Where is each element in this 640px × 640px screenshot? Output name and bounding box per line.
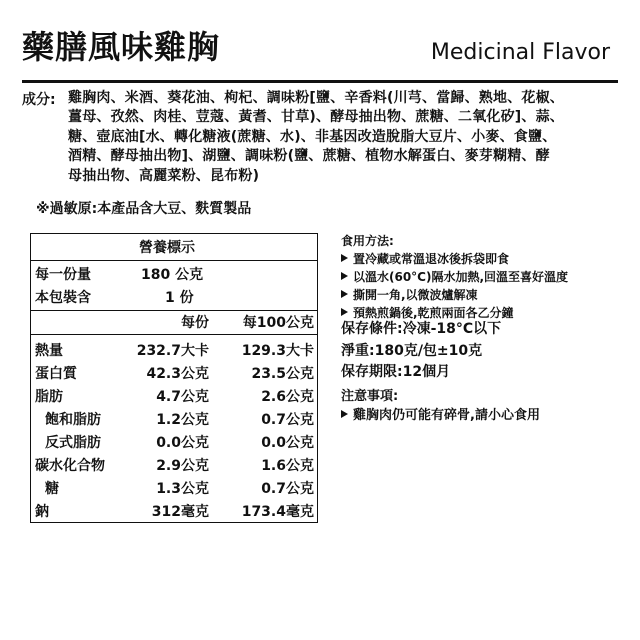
nutrient-per-serving: 1.3公克 xyxy=(156,481,209,497)
ingredients-line: 母抽出物、高麗菜粉、昆布粉) xyxy=(68,167,260,184)
ingredients-line: 糖、壺底油[水、轉化糖液(蔗糖、水)、非基因改造脫脂大豆片、小麥、食鹽、 xyxy=(68,128,557,145)
usage-instructions xyxy=(341,232,631,322)
nutrient-row xyxy=(31,501,317,523)
nutrient-row xyxy=(31,478,317,500)
servings-per-pack-row xyxy=(31,287,317,309)
usage-step: 以溫水(60°C)隔水加熱,回溫至喜好溫度 xyxy=(341,268,631,286)
nutrient-per-100g: 0.7公克 xyxy=(261,412,314,428)
storage-condition: 保存條件:冷凍-18°C以下 xyxy=(341,321,502,337)
triangle-bullet-icon xyxy=(341,410,348,418)
ingredients-line: 酒精、酵母抽出物]、湖鹽、調味粉(鹽、蔗糖、植物水解蛋白、麥芽糊精、酵 xyxy=(68,148,550,165)
nutrient-per-100g: 0.7公克 xyxy=(261,481,314,497)
triangle-bullet-icon xyxy=(341,308,348,316)
usage-step: 置冷藏或常溫退冰後拆袋即食 xyxy=(341,250,631,268)
nutrient-name: 碳水化合物 xyxy=(35,458,105,474)
ingredients-text xyxy=(68,89,630,186)
usage-heading: 食用方法: xyxy=(341,234,394,248)
triangle-bullet-icon xyxy=(341,272,348,280)
nutrient-per-serving: 42.3公克 xyxy=(146,366,209,382)
nutrient-row xyxy=(31,386,317,408)
column-header-row xyxy=(31,312,317,334)
nutrient-name: 反式脂肪 xyxy=(45,435,101,451)
product-title: 藥膳風味雞胸 xyxy=(22,28,221,66)
nutrient-row xyxy=(31,340,317,362)
nutrient-per-100g: 1.6公克 xyxy=(261,458,314,474)
serving-size-value: 180 公克 xyxy=(141,267,204,283)
nutrient-row xyxy=(31,432,317,454)
col-per-serving: 每份 xyxy=(181,315,209,331)
nutrient-row xyxy=(31,455,317,477)
serving-size-row xyxy=(31,264,317,286)
nutrient-row xyxy=(31,409,317,431)
usage-step: 撕開一角,以微波爐解凍 xyxy=(341,286,631,304)
header-divider xyxy=(22,80,618,83)
nutrient-per-100g: 173.4毫克 xyxy=(241,504,314,520)
ingredients-line: 雞胸肉、米酒、葵花油、枸杞、調味粉[鹽、辛香料(川芎、當歸、熟地、花椒、 xyxy=(68,90,564,106)
triangle-bullet-icon xyxy=(341,290,348,298)
serving-size-label: 每一份量 xyxy=(35,267,91,283)
table-divider xyxy=(31,310,317,311)
nutrient-per-100g: 2.6公克 xyxy=(261,389,314,405)
nutrient-name: 鈉 xyxy=(35,504,49,520)
ingredients-line: 薑母、孜然、肉桂、荳蔻、黃耆、甘草)、酵母抽出物、蔗糖、二氧化矽]、蒜、 xyxy=(68,109,564,126)
servings-per-pack-label: 本包裝含 xyxy=(35,290,91,306)
nutrient-name: 脂肪 xyxy=(35,389,63,405)
nutrition-heading-row xyxy=(31,237,317,259)
nutrition-facts-table xyxy=(30,233,318,523)
nutrient-per-serving: 312毫克 xyxy=(151,504,209,520)
triangle-bullet-icon xyxy=(341,254,348,262)
product-subtitle: Medicinal Flavor xyxy=(430,40,610,65)
nutrient-per-serving: 4.7公克 xyxy=(156,389,209,405)
net-weight: 淨重:180克/包±10克 xyxy=(341,343,483,359)
nutrient-per-serving: 232.7大卡 xyxy=(136,343,209,359)
warning-heading: 注意事項: xyxy=(341,389,399,404)
allergen-notice: ※過敏原:本產品含大豆、麩質製品 xyxy=(36,201,252,217)
ingredients-label: 成分: xyxy=(22,92,56,108)
table-divider xyxy=(31,260,317,261)
nutrient-per-100g: 0.0公克 xyxy=(261,435,314,451)
nutrient-per-serving: 1.2公克 xyxy=(156,412,209,428)
nutrient-per-serving: 2.9公克 xyxy=(156,458,209,474)
usage-step: 預熱煎鍋後,乾煎兩面各乙分鐘 xyxy=(341,304,631,322)
servings-per-pack-value: 1 份 xyxy=(165,290,194,306)
nutrient-name: 熱量 xyxy=(35,343,63,359)
table-divider xyxy=(31,334,317,335)
nutrient-name: 飽和脂肪 xyxy=(45,412,101,428)
nutrition-heading: 營養標示 xyxy=(139,240,195,256)
nutrient-row xyxy=(31,363,317,385)
nutrient-name: 蛋白質 xyxy=(35,366,77,382)
shelf-life: 保存期限:12個月 xyxy=(341,364,451,380)
nutrient-per-serving: 0.0公克 xyxy=(156,435,209,451)
nutrient-per-100g: 129.3大卡 xyxy=(241,343,314,359)
warning-item: 雞胸肉仍可能有碎骨,請小心食用 xyxy=(341,404,540,423)
nutrient-name: 糖 xyxy=(45,481,59,497)
nutrient-per-100g: 23.5公克 xyxy=(251,366,314,382)
col-per-100g: 每100公克 xyxy=(242,315,314,331)
